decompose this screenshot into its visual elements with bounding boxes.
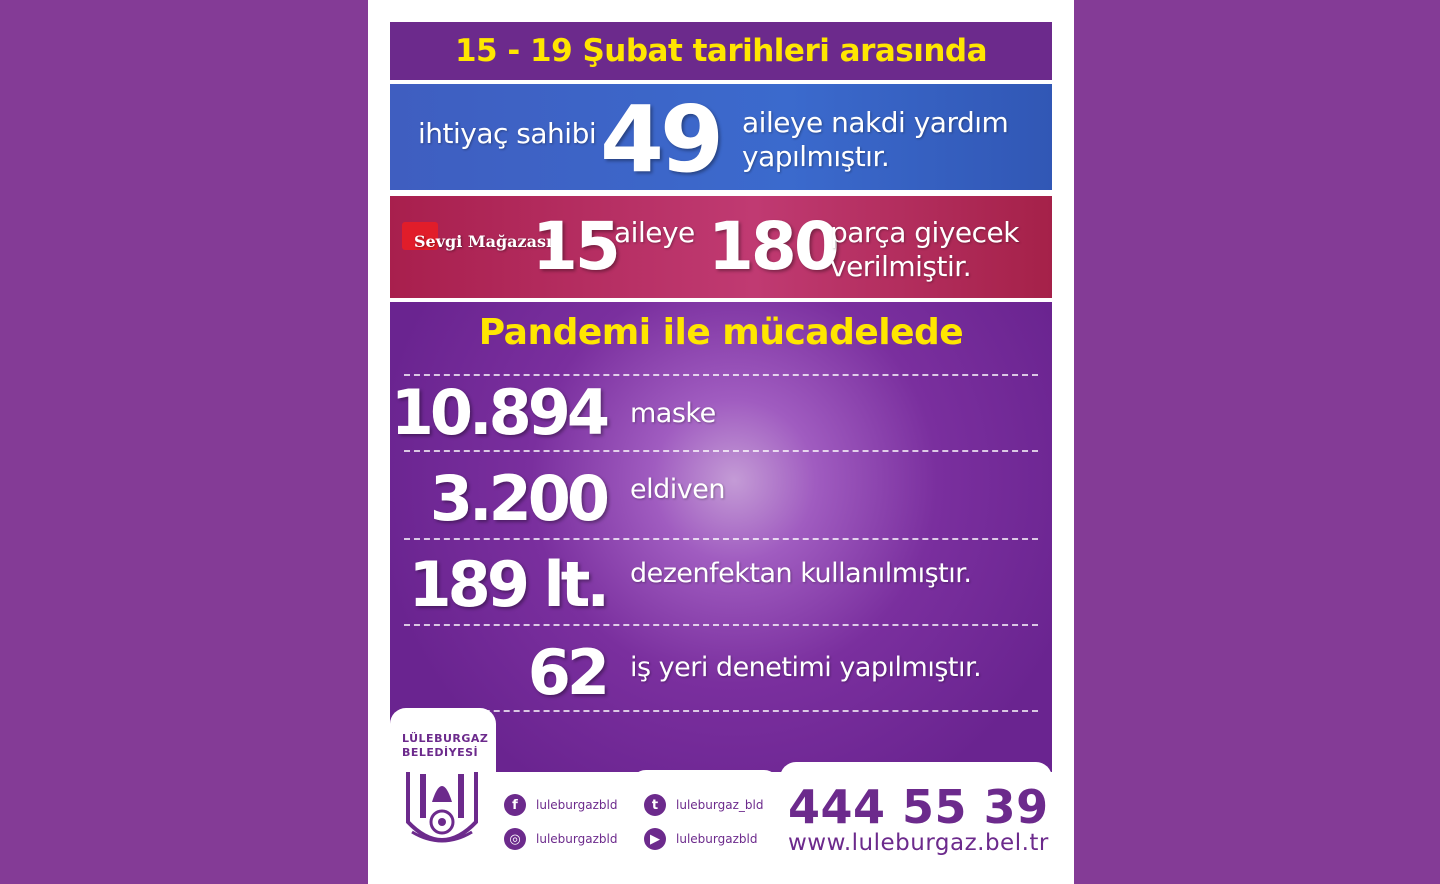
facebook-link[interactable]: f luleburgazbld: [504, 794, 617, 816]
mask-label: maske: [630, 398, 716, 429]
social-box-right: [630, 770, 780, 884]
youtube-icon: ▶: [644, 828, 666, 850]
pandemic-title: Pandemi ile mücadelede: [478, 312, 964, 353]
item-count: 180: [708, 208, 837, 285]
divider: [404, 538, 1038, 540]
twitter-icon: t: [644, 794, 666, 816]
glove-label: eldiven: [630, 474, 725, 505]
divider: [404, 450, 1038, 452]
poster: [368, 0, 1074, 884]
inspection-count: 62: [527, 636, 606, 709]
store-logo-text: Sevgi Mağazası: [414, 232, 553, 251]
instagram-icon: ◎: [504, 828, 526, 850]
pandemic-panel: [390, 302, 1052, 772]
municipality-emblem-icon: [402, 762, 482, 854]
org-line1: LÜLEBURGAZ: [402, 732, 489, 745]
mask-count: 10.894: [390, 376, 606, 449]
cash-aid-banner: [390, 84, 1052, 193]
youtube-link[interactable]: ▶ luleburgazbld: [644, 828, 757, 850]
divider: [404, 710, 1038, 712]
family-label: aileye: [614, 216, 695, 249]
title-banner: [390, 22, 1052, 80]
aid-prefix: ihtiyaç sahibi: [418, 117, 597, 150]
disinfectant-amount: 189 lt.: [408, 548, 606, 621]
item-line1: parça giyecek: [830, 216, 1019, 249]
aid-suffix-line2: yapılmıştır.: [742, 140, 890, 173]
glove-count: 3.200: [429, 462, 606, 535]
phone-number[interactable]: 444 55 39: [788, 780, 1049, 834]
disinfectant-label: dezenfektan kullanılmıştır.: [630, 558, 972, 589]
inspection-label: iş yeri denetimi yapılmıştır.: [630, 652, 982, 683]
municipality-logo: [390, 708, 496, 868]
item-line2: verilmiştir.: [830, 250, 972, 283]
title-text: 15 - 19 Şubat tarihleri arasında: [454, 33, 988, 69]
website-link[interactable]: www.luleburgaz.bel.tr: [788, 830, 1049, 856]
store-banner: [390, 196, 1052, 298]
facebook-icon: f: [504, 794, 526, 816]
twitter-link[interactable]: t luleburgaz_bld: [644, 794, 763, 816]
divider: [404, 624, 1038, 626]
org-line2: BELEDİYESİ: [402, 746, 479, 759]
instagram-link[interactable]: ◎ luleburgazbld: [504, 828, 617, 850]
family-count: 15: [532, 208, 618, 285]
aid-suffix-line1: aileye nakdi yardım: [742, 106, 1009, 139]
aid-count: 49: [600, 86, 721, 193]
